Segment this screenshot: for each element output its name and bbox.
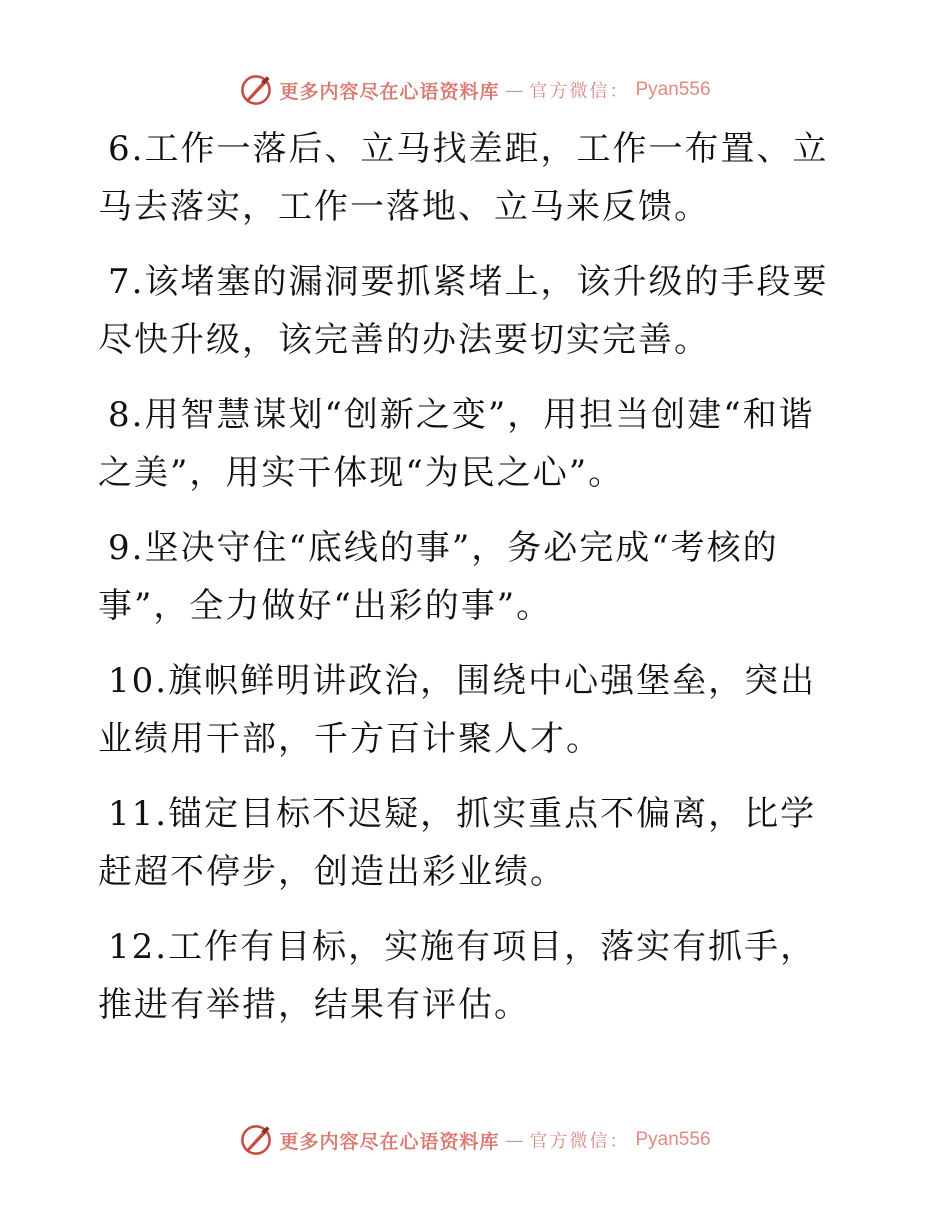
list-item: 10.旗帜鲜明讲政治，围绕中心强堡垒，突出业绩用干部，千方百计聚人才。 — [98, 661, 817, 759]
quill-logo-icon — [239, 1123, 273, 1157]
list-item: 7.该堵塞的漏洞要抓紧堵上，该升级的手段要尽快升级，该完善的办法要切实完善。 — [98, 262, 829, 360]
watermark-dash: — — [505, 79, 524, 101]
watermark-site-text: 更多内容尽在心语资料库 — [279, 80, 500, 103]
list-item: 12.工作有目标，实施有项目，落实有抓手，推进有举措，结果有评估。 — [98, 927, 817, 1025]
watermark-official-label: 官方微信： — [529, 1131, 630, 1152]
quill-logo-icon — [239, 73, 273, 107]
watermark-official-label: 官方微信： — [529, 81, 630, 102]
footer-watermark — [0, 1120, 950, 1160]
watermark-wechat-id: Pyan556 — [635, 1129, 711, 1150]
document-body — [98, 120, 848, 1051]
watermark-wechat-id: Pyan556 — [635, 79, 711, 100]
list-item: 11.锚定目标不迟疑，抓实重点不偏离，比学赶超不停步，创造出彩业绩。 — [98, 794, 817, 892]
list-item: 8.用智慧谋划“创新之变”，用担当创建“和谐之美”，用实干体现“为民之心”。 — [98, 395, 815, 493]
header-watermark — [0, 70, 950, 110]
list-item: 9.坚决守住“底线的事”，务必完成“考核的事”，全力做好“出彩的事”。 — [98, 528, 779, 626]
watermark-dash: — — [505, 1129, 524, 1151]
list-item: 6.工作一落后、立马找差距，工作一布置、立马去落实，工作一落地、立马来反馈。 — [98, 129, 829, 227]
watermark-site-text: 更多内容尽在心语资料库 — [279, 1130, 500, 1153]
